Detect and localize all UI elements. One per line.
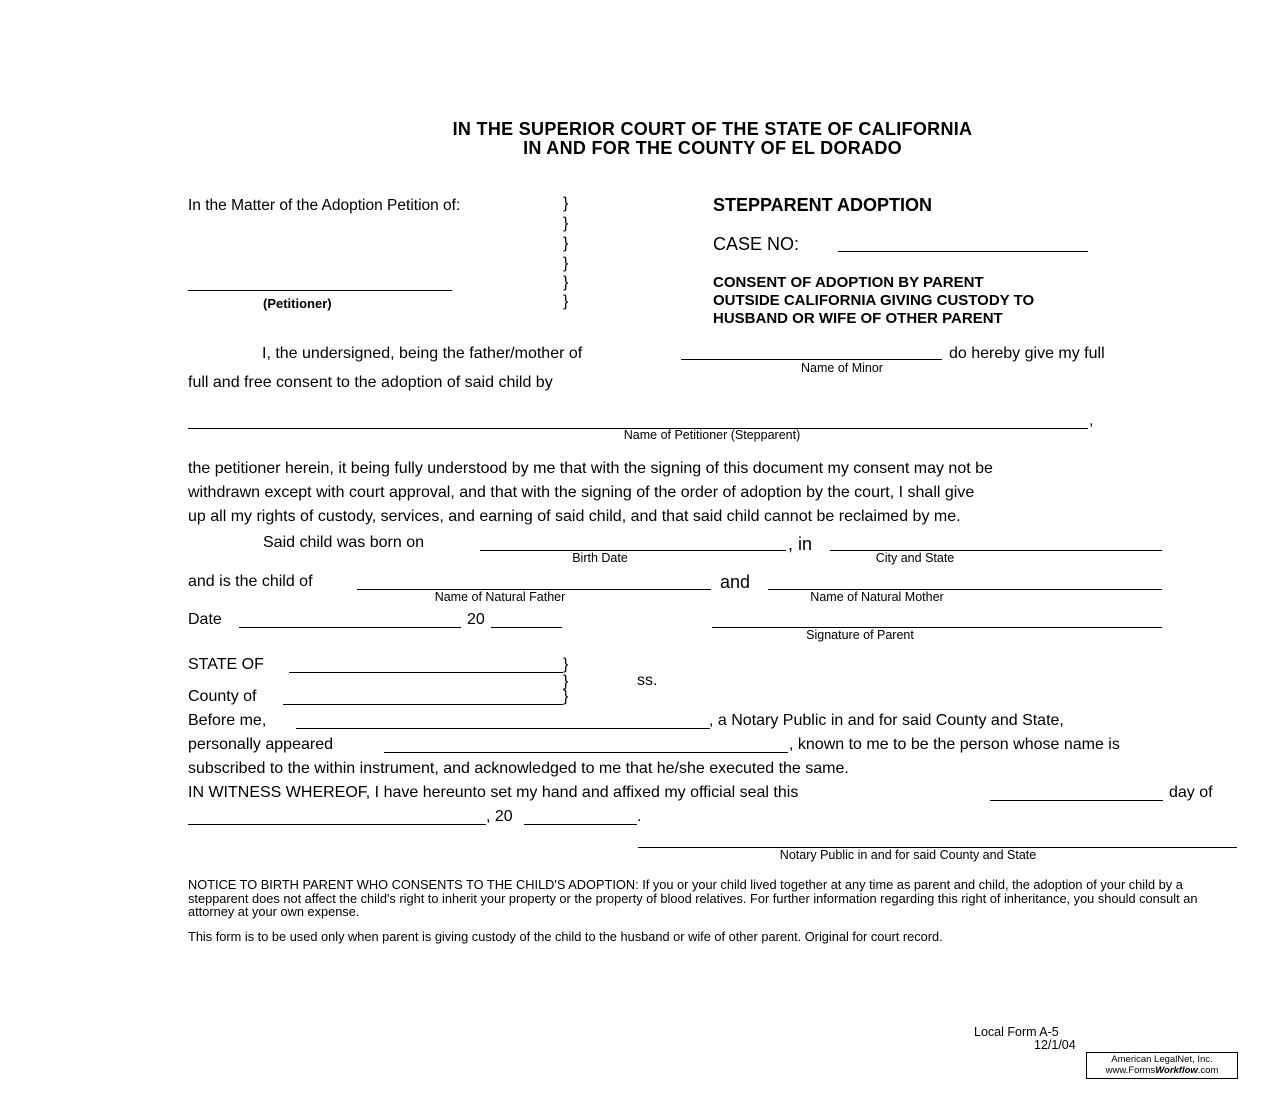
- personally-appeared-end: , known to me to be the person whose name is: [789, 736, 1120, 753]
- case-no-line[interactable]: [838, 251, 1088, 252]
- caption-brace: }: [563, 235, 569, 252]
- stamp-url: [1091, 1065, 1233, 1076]
- notary-signature-caption: Notary Public in and for said County and State: [779, 848, 1037, 862]
- city-state-caption: City and State: [875, 551, 955, 565]
- caption-brace: }: [563, 255, 569, 272]
- caption-brace: }: [563, 195, 569, 212]
- year-line[interactable]: [491, 627, 562, 628]
- usage-notice: This form is to be used only when parent is giving custody of the child to the husband or wife of other parent. Original for court record.: [188, 929, 943, 944]
- natural-father-caption: Name of Natural Father: [434, 590, 566, 604]
- stamp-com: .com: [1197, 1065, 1219, 1076]
- minor-name-caption: Name of Minor: [801, 361, 883, 375]
- understanding-line2: withdrawn except with court approval, and that with the signing of the order of adoption by the court, I shall give: [188, 484, 975, 501]
- form-date: 12/1/04: [1034, 1038, 1076, 1052]
- form-title-line1: CONSENT OF ADOPTION BY PARENT: [713, 274, 984, 291]
- appeared-name-line[interactable]: [384, 752, 788, 753]
- witness-day-line[interactable]: [990, 800, 1163, 801]
- witness-year-prefix: , 20: [486, 808, 513, 825]
- natural-mother-caption: Name of Natural Mother: [810, 590, 944, 604]
- before-me-label: Before me,: [188, 712, 267, 729]
- understanding-line1: the petitioner herein, it being fully understood by me that with the signing of this document my consent may not be: [188, 460, 993, 477]
- form-title-line3: HUSBAND OR WIFE OF OTHER PARENT: [713, 310, 1003, 327]
- petitioner-stepparent-caption: Name of Petitioner (Stepparent): [623, 428, 801, 442]
- county-of-label: County of: [188, 688, 257, 705]
- witness-period: .: [637, 808, 642, 825]
- date-label: Date: [188, 611, 222, 628]
- venue-brace: }: [563, 656, 569, 673]
- witness-text: IN WITNESS WHEREOF, I have hereunto set my hand and affixed my official seal this: [188, 784, 799, 801]
- understanding-line3: up all my rights of custody, services, and earning of said child, and that said child cannot be reclaimed by me.: [188, 508, 961, 525]
- legalnet-stamp: [1086, 1052, 1238, 1079]
- witness-month-line[interactable]: [188, 824, 486, 825]
- venue-brace: }: [563, 688, 569, 705]
- petitioner-name-line[interactable]: [188, 290, 452, 291]
- witness-year-line[interactable]: [524, 824, 637, 825]
- born-on-label: Said child was born on: [263, 534, 424, 551]
- before-me-end: , a Notary Public in and for said County and State,: [709, 712, 1064, 729]
- parent-signature-caption: Signature of Parent: [806, 628, 914, 642]
- county-of-line[interactable]: [283, 704, 563, 705]
- witness-day-of: day of: [1169, 784, 1213, 801]
- child-of-label: and is the child of: [188, 573, 313, 590]
- and-label: and: [720, 572, 751, 592]
- venue-brace: }: [563, 673, 569, 690]
- subscribed-text: subscribed to the within instrument, and acknowledged to me that he/she executed the same.: [188, 760, 849, 777]
- comma: ,: [1089, 412, 1094, 429]
- court-heading-line2: IN AND FOR THE COUNTY OF EL DORADO: [523, 138, 902, 158]
- year-prefix: 20: [467, 611, 485, 628]
- stamp-workflow: Workflow: [1155, 1065, 1198, 1076]
- consent-text-line2: full and free consent to the adoption of said child by: [188, 374, 553, 391]
- stamp-line1: American LegalNet, Inc.: [1111, 1054, 1213, 1065]
- case-type: STEPPARENT ADOPTION: [713, 195, 933, 215]
- caption-brace: }: [563, 293, 569, 310]
- in-label: , in: [788, 534, 813, 554]
- birth-date-caption: Birth Date: [572, 551, 628, 565]
- matter-label: In the Matter of the Adoption Petition of:: [188, 197, 461, 214]
- petitioner-label: (Petitioner): [263, 296, 332, 311]
- consent-text-start: I, the undersigned, being the father/mother of: [262, 345, 583, 362]
- state-of-line[interactable]: [289, 672, 563, 673]
- form-title-line2: OUTSIDE CALIFORNIA GIVING CUSTODY TO: [713, 292, 1035, 309]
- notary-name-line[interactable]: [296, 728, 710, 729]
- date-line[interactable]: [239, 627, 461, 628]
- court-heading-line1: IN THE SUPERIOR COURT OF THE STATE OF CALIFORNIA: [452, 119, 973, 139]
- personally-appeared-label: personally appeared: [188, 736, 333, 753]
- ss-label: ss.: [637, 672, 658, 689]
- caption-brace: }: [563, 274, 569, 291]
- case-no-label: CASE NO:: [713, 234, 800, 254]
- minor-name-line[interactable]: [681, 359, 942, 360]
- form-id: Local Form A-5: [974, 1025, 1059, 1039]
- state-of-label: STATE OF: [188, 656, 264, 673]
- stamp-www: www.Forms: [1105, 1065, 1156, 1076]
- birth-parent-notice: NOTICE TO BIRTH PARENT WHO CONSENTS TO THE CHILD'S ADOPTION: If you or your child lived together at any time as parent and child, the adoption of your child by a stepparent does not affect the child's right to inherit your property or the property of blood relatives. For further information regarding this right of inheritance, you should consult an attorney at your own expense.: [188, 877, 1198, 919]
- consent-text-end: do hereby give my full: [949, 345, 1105, 362]
- caption-brace: }: [563, 215, 569, 232]
